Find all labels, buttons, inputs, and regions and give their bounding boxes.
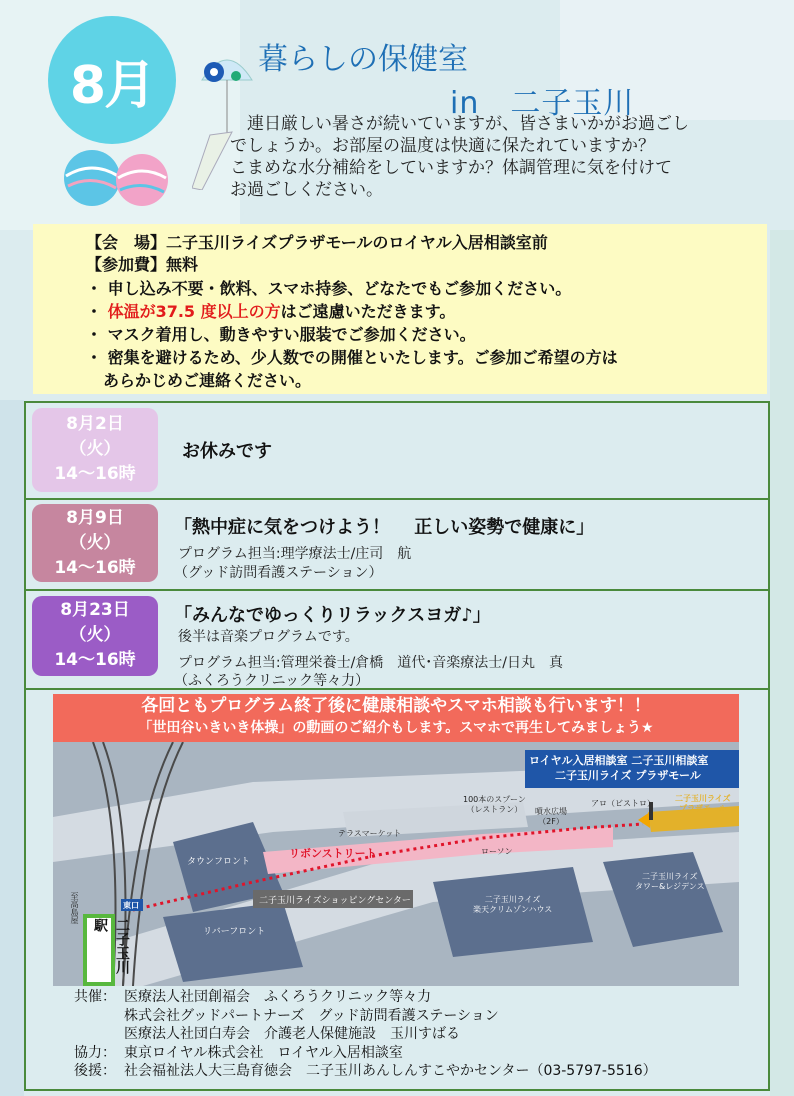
page-subtitle-location: in 二子玉川 — [450, 86, 635, 121]
date-text: 8月2日 — [66, 414, 124, 434]
town-front-label: タウンフロント — [187, 857, 251, 867]
temperature-warning: 体温が37.5 度以上の方 — [107, 302, 281, 321]
tower-name2: タワー&レジデンス — [635, 882, 705, 891]
fee-text: 【参加費】無料 — [86, 255, 199, 274]
rakuten-label — [473, 895, 552, 915]
date-text: 8月23日 — [60, 600, 130, 620]
bullet-small-group: ・ 密集を避けるため、少人数での開催といたします。ご参加ご希望の方は — [86, 348, 618, 367]
session-instructor: プログラム担当:管理栄養士/倉橋 道代･音楽療法士/日丸 真 — [178, 655, 564, 671]
credit-text: 株式会社グッドパートナーズ グッド訪問看護ステーション — [124, 1007, 499, 1024]
month-label: 8月 — [69, 55, 155, 116]
credit-text: 医療法人社団白寿会 介護老人保健施設 玉川すばる — [124, 1026, 460, 1042]
bullet-small-group-cont: あらかじめご連絡ください。 — [103, 371, 312, 390]
venue-text: 【会 場】二子玉川ライズプラザモールのロイヤル入居相談室前 — [86, 233, 548, 252]
row-divider — [26, 589, 768, 591]
banner-line1: 各回ともプログラム終了後に健康相談やスマホ相談も行います！！ — [141, 696, 651, 716]
credit-row — [74, 1062, 657, 1081]
bullet-prefix: ・ — [86, 302, 108, 321]
credit-text: 東京ロイヤル株式会社 ロイヤル入居相談室 — [124, 1044, 403, 1061]
credit-row — [74, 988, 657, 1007]
rakuten-name: 二子玉川ライズ — [484, 895, 541, 904]
credit-text: 医療法人社団創福会 ふくろうクリニック等々力 — [124, 989, 432, 1005]
weekday-text: （火） — [69, 439, 121, 459]
session-organization: （ふくろうクリニック等々力） — [174, 673, 370, 689]
session-organization: （グッド訪問看護ステーション） — [174, 565, 383, 581]
bullet-temperature — [86, 299, 455, 322]
date-badge — [32, 596, 158, 676]
legend-line2: 二子玉川ライズ プラザモール — [555, 769, 701, 782]
credit-label: 協力： — [74, 1044, 116, 1061]
row-divider — [26, 688, 768, 690]
month-badge — [48, 16, 176, 144]
rakuten-name2: 楽天クリムゾンハウス — [473, 905, 553, 914]
credit-label: 後援： — [74, 1063, 116, 1079]
intro-text — [230, 113, 750, 201]
plaza-name2: プラザモール — [679, 804, 727, 813]
temperature-rest: はご遠慮いただきます。 — [280, 302, 456, 321]
time-text: 14～16時 — [54, 558, 136, 578]
plaza-name: 二子玉川ライズ — [675, 794, 731, 803]
credit-row — [74, 1007, 657, 1026]
event-info-box — [33, 224, 767, 394]
date-text: 8月9日 — [66, 508, 124, 528]
intro-line: こまめな水分補給をしていますか？体調管理に気を付けて — [230, 158, 672, 178]
bullet-no-registration: ・ 申し込み不要・飲料、スマホ持参、どなたでもご参加ください。 — [86, 279, 572, 298]
time-text: 14～16時 — [54, 650, 136, 670]
ribbon-street-label: リボンストリート — [289, 847, 377, 860]
session-title: 「みんなでゆっくりリラックスヨガ♪」 — [174, 605, 491, 626]
fountain-floor: （2F） — [538, 817, 564, 826]
credit-label: 共催： — [74, 989, 116, 1005]
session-note: 後半は音楽プログラムです。 — [178, 629, 359, 645]
east-exit-label: 東口 — [123, 901, 139, 910]
date-badge — [32, 408, 158, 492]
tower-name: 二子玉川ライズ — [641, 872, 698, 881]
access-map — [53, 742, 739, 986]
credit-row — [74, 1044, 657, 1063]
credit-label — [74, 1007, 124, 1026]
map-legend — [529, 753, 708, 783]
credit-row — [74, 1025, 657, 1044]
credits — [74, 988, 657, 1081]
session-instructor: プログラム担当:理学療法士/庄司 航 — [178, 546, 412, 562]
tower-label — [635, 872, 705, 892]
date-badge — [32, 504, 158, 582]
plaza-label — [675, 794, 731, 814]
legend-line1: ロイヤル入居相談室 二子玉川相談室 — [529, 754, 709, 767]
weekday-text: （火） — [69, 625, 121, 645]
station-label: 二子玉川駅 — [92, 918, 130, 974]
fountain-label — [535, 807, 567, 827]
intro-line: 連日厳しい暑さが続いていますが、皆さまいかがお過ごし — [230, 114, 689, 134]
lawson-label: ローソン — [481, 847, 513, 856]
shopping-center-label: 二子玉川ライズショッピングセンター — [259, 896, 411, 906]
spoon-label — [463, 795, 526, 815]
page-title: 暮らしの保健室 — [258, 42, 468, 77]
intro-line: でしょうか。お部屋の温度は快適に保たれていますか？ — [230, 136, 655, 156]
takashimaya-label: 至高島屋 — [70, 892, 79, 924]
credit-label — [74, 1025, 124, 1044]
aro-label: アロ（ビストロ） — [591, 799, 655, 808]
fountain-name: 噴水広場 — [535, 807, 567, 816]
bullet-mask: ・ マスク着用し、動きやすい服装でご参加ください。 — [86, 325, 476, 344]
water-balloons-icon — [56, 140, 176, 210]
river-front-label: リバーフロント — [203, 927, 266, 937]
intro-line: お過ごしください。 — [230, 180, 383, 200]
time-text: 14～16時 — [54, 464, 136, 484]
credit-text: 社会福祉法人大三島育徳会 二子玉川あんしんすこやかセンター（03-5797-5516） — [124, 1063, 657, 1079]
row-divider — [26, 498, 768, 500]
weekday-text: （火） — [69, 533, 121, 553]
spoon-name: 100本のスプーン — [463, 795, 526, 804]
session-title: お休みです — [182, 441, 272, 462]
consultation-banner — [53, 694, 739, 742]
terrace-label: テラスマーケット — [338, 829, 402, 838]
spoon-type: （レストラン） — [466, 805, 523, 814]
session-title: 「熱中症に気をつけよう！ 正しい姿勢で健康に」 — [174, 517, 595, 538]
banner-line2: 「世田谷いきいき体操」の動画のご紹介もします。スマホで再生してみましょう★ — [138, 720, 654, 736]
